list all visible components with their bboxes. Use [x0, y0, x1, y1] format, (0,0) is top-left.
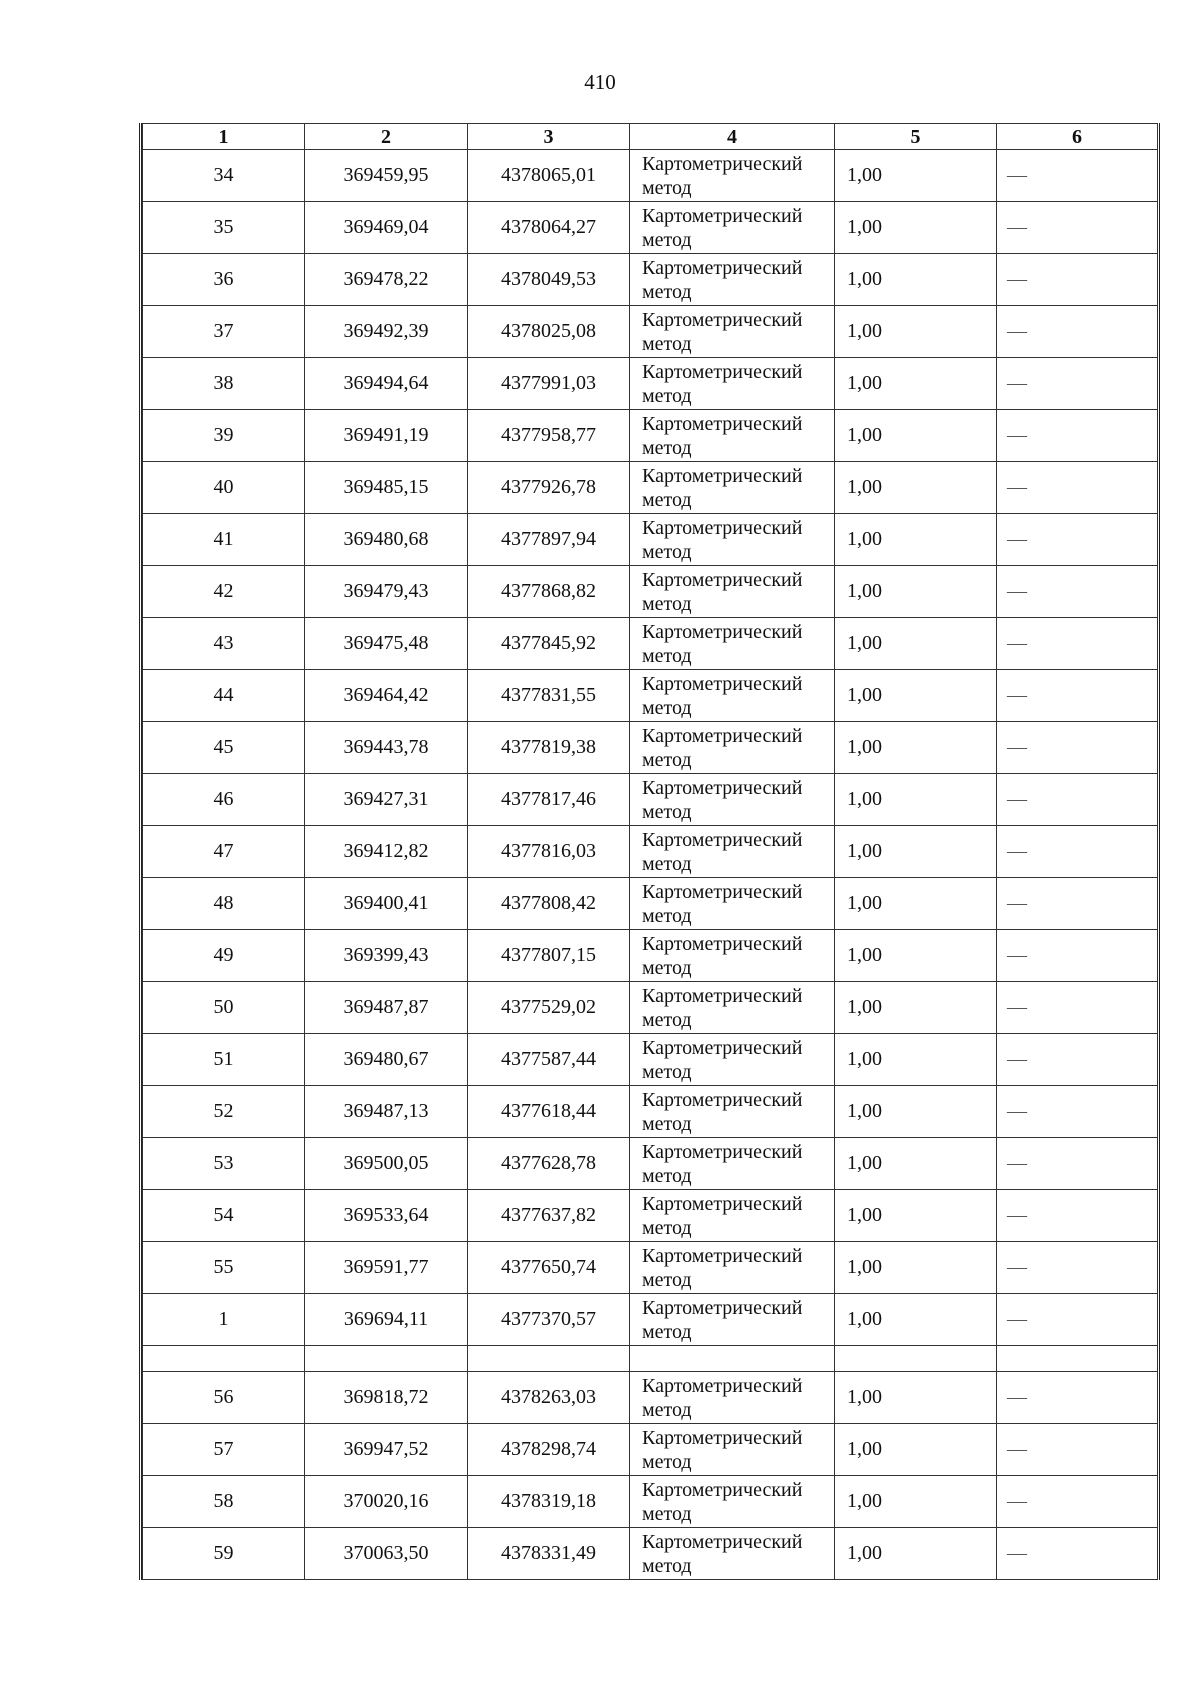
note-cell: —: [997, 1372, 1158, 1424]
y-coordinate-cell: 4377637,82: [468, 1190, 630, 1242]
x-coordinate-cell: 369487,13: [305, 1086, 468, 1138]
note-cell: —: [997, 202, 1158, 254]
x-coordinate-cell: 369947,52: [305, 1424, 468, 1476]
method-text: Картометрический метод: [642, 620, 803, 667]
method-cell: [630, 670, 835, 722]
x-coordinate-cell: 369475,48: [305, 618, 468, 670]
point-number-cell: 55: [143, 1242, 305, 1294]
note-cell: —: [997, 150, 1158, 202]
method-cell: [630, 930, 835, 982]
y-coordinate-cell: 4377991,03: [468, 358, 630, 410]
point-number-cell: 48: [143, 878, 305, 930]
x-coordinate-cell: 369694,11: [305, 1294, 468, 1346]
y-coordinate-cell: 4378298,74: [468, 1424, 630, 1476]
empty-cell: [835, 1346, 997, 1372]
x-coordinate-cell: 369485,15: [305, 462, 468, 514]
note-cell: —: [997, 670, 1158, 722]
method-text: Картометрический метод: [642, 776, 803, 823]
table-row: [143, 358, 1158, 410]
method-text: Картометрический метод: [642, 568, 803, 615]
point-number-cell: 54: [143, 1190, 305, 1242]
precision-cell: 1,00: [835, 1190, 997, 1242]
table-row: [143, 1372, 1158, 1424]
method-cell: [630, 1138, 835, 1190]
point-number-cell: 53: [143, 1138, 305, 1190]
point-number-cell: 43: [143, 618, 305, 670]
note-cell: —: [997, 1476, 1158, 1528]
point-number-cell: 59: [143, 1528, 305, 1580]
table-row: [143, 618, 1158, 670]
precision-cell: 1,00: [835, 774, 997, 826]
x-coordinate-cell: 369459,95: [305, 150, 468, 202]
method-text: Картометрический метод: [642, 932, 803, 979]
y-coordinate-cell: 4377587,44: [468, 1034, 630, 1086]
y-coordinate-cell: 4378263,03: [468, 1372, 630, 1424]
method-text: Картометрический метод: [642, 360, 803, 407]
point-number-cell: 52: [143, 1086, 305, 1138]
point-number-cell: 50: [143, 982, 305, 1034]
precision-cell: 1,00: [835, 878, 997, 930]
empty-cell: [143, 1346, 305, 1372]
table-body: [143, 150, 1158, 1580]
precision-cell: 1,00: [835, 306, 997, 358]
precision-cell: 1,00: [835, 514, 997, 566]
x-coordinate-cell: 369479,43: [305, 566, 468, 618]
precision-cell: 1,00: [835, 670, 997, 722]
x-coordinate-cell: 369500,05: [305, 1138, 468, 1190]
column-header-6: 6: [997, 124, 1158, 150]
method-text: Картометрический метод: [642, 204, 803, 251]
precision-cell: 1,00: [835, 1034, 997, 1086]
x-coordinate-cell: 369533,64: [305, 1190, 468, 1242]
x-coordinate-cell: 369480,68: [305, 514, 468, 566]
y-coordinate-cell: 4377618,44: [468, 1086, 630, 1138]
y-coordinate-cell: 4378064,27: [468, 202, 630, 254]
note-cell: —: [997, 930, 1158, 982]
y-coordinate-cell: 4377817,46: [468, 774, 630, 826]
point-number-cell: 37: [143, 306, 305, 358]
method-text: Картометрический метод: [642, 464, 803, 511]
method-cell: [630, 1476, 835, 1528]
point-number-cell: 47: [143, 826, 305, 878]
x-coordinate-cell: 369491,19: [305, 410, 468, 462]
x-coordinate-cell: 369480,67: [305, 1034, 468, 1086]
table-row: [143, 1294, 1158, 1346]
blank-separator-row: [143, 1346, 1158, 1372]
method-text: Картометрический метод: [642, 1530, 803, 1577]
note-cell: —: [997, 1528, 1158, 1580]
table-row: [143, 1190, 1158, 1242]
point-number-cell: 34: [143, 150, 305, 202]
method-cell: [630, 1528, 835, 1580]
table-row: [143, 566, 1158, 618]
method-text: Картометрический метод: [642, 880, 803, 927]
method-text: Картометрический метод: [642, 308, 803, 355]
precision-cell: 1,00: [835, 1242, 997, 1294]
table-row: [143, 1476, 1158, 1528]
method-cell: [630, 566, 835, 618]
point-number-cell: 1: [143, 1294, 305, 1346]
method-text: Картометрический метод: [642, 828, 803, 875]
x-coordinate-cell: 369400,41: [305, 878, 468, 930]
empty-cell: [630, 1346, 835, 1372]
method-text: Картометрический метод: [642, 984, 803, 1031]
method-cell: [630, 254, 835, 306]
x-coordinate-cell: 370020,16: [305, 1476, 468, 1528]
table-row: [143, 1034, 1158, 1086]
method-text: Картометрический метод: [642, 1374, 803, 1421]
precision-cell: 1,00: [835, 930, 997, 982]
method-cell: [630, 1372, 835, 1424]
method-cell: [630, 1190, 835, 1242]
precision-cell: 1,00: [835, 566, 997, 618]
method-cell: [630, 982, 835, 1034]
table-row: [143, 306, 1158, 358]
y-coordinate-cell: 4378049,53: [468, 254, 630, 306]
method-text: Картометрический метод: [642, 412, 803, 459]
method-cell: [630, 202, 835, 254]
column-header-2: 2: [305, 124, 468, 150]
method-text: Картометрический метод: [642, 152, 803, 199]
precision-cell: 1,00: [835, 1476, 997, 1528]
x-coordinate-cell: 369478,22: [305, 254, 468, 306]
precision-cell: 1,00: [835, 410, 997, 462]
empty-cell: [305, 1346, 468, 1372]
y-coordinate-cell: 4377808,42: [468, 878, 630, 930]
empty-cell: [468, 1346, 630, 1372]
x-coordinate-cell: 369443,78: [305, 722, 468, 774]
x-coordinate-cell: 369464,42: [305, 670, 468, 722]
point-number-cell: 51: [143, 1034, 305, 1086]
y-coordinate-cell: 4377816,03: [468, 826, 630, 878]
method-cell: [630, 410, 835, 462]
note-cell: —: [997, 1294, 1158, 1346]
note-cell: —: [997, 1138, 1158, 1190]
table-row: [143, 514, 1158, 566]
method-text: Картометрический метод: [642, 516, 803, 563]
table-row: [143, 254, 1158, 306]
method-cell: [630, 150, 835, 202]
table-row: [143, 878, 1158, 930]
method-text: Картометрический метод: [642, 1140, 803, 1187]
page-number: 410: [584, 70, 616, 94]
y-coordinate-cell: 4377370,57: [468, 1294, 630, 1346]
method-text: Картометрический метод: [642, 1036, 803, 1083]
table-row: [143, 826, 1158, 878]
precision-cell: 1,00: [835, 462, 997, 514]
precision-cell: 1,00: [835, 1528, 997, 1580]
table-row: [143, 150, 1158, 202]
method-cell: [630, 514, 835, 566]
method-text: Картометрический метод: [642, 672, 803, 719]
note-cell: —: [997, 254, 1158, 306]
precision-cell: 1,00: [835, 1372, 997, 1424]
method-text: Картометрический метод: [642, 724, 803, 771]
point-number-cell: 57: [143, 1424, 305, 1476]
precision-cell: 1,00: [835, 254, 997, 306]
note-cell: —: [997, 1086, 1158, 1138]
method-text: Картометрический метод: [642, 1192, 803, 1239]
table-row: [143, 930, 1158, 982]
point-number-cell: 46: [143, 774, 305, 826]
x-coordinate-cell: 369412,82: [305, 826, 468, 878]
precision-cell: 1,00: [835, 1138, 997, 1190]
precision-cell: 1,00: [835, 1086, 997, 1138]
method-cell: [630, 1424, 835, 1476]
note-cell: —: [997, 462, 1158, 514]
method-text: Картометрический метод: [642, 1296, 803, 1343]
note-cell: —: [997, 982, 1158, 1034]
empty-cell: [997, 1346, 1158, 1372]
y-coordinate-cell: 4377831,55: [468, 670, 630, 722]
point-number-cell: 36: [143, 254, 305, 306]
x-coordinate-cell: 369487,87: [305, 982, 468, 1034]
note-cell: —: [997, 566, 1158, 618]
method-cell: [630, 1294, 835, 1346]
note-cell: —: [997, 358, 1158, 410]
y-coordinate-cell: 4377897,94: [468, 514, 630, 566]
x-coordinate-cell: 369591,77: [305, 1242, 468, 1294]
method-cell: [630, 306, 835, 358]
x-coordinate-cell: 369818,72: [305, 1372, 468, 1424]
precision-cell: 1,00: [835, 982, 997, 1034]
method-text: Картометрический метод: [642, 256, 803, 303]
y-coordinate-cell: 4377628,78: [468, 1138, 630, 1190]
method-cell: [630, 1242, 835, 1294]
y-coordinate-cell: 4377868,82: [468, 566, 630, 618]
table-row: [143, 1242, 1158, 1294]
coordinates-table: [142, 123, 1158, 1580]
y-coordinate-cell: 4377529,02: [468, 982, 630, 1034]
header-row: [143, 124, 1158, 150]
table-row: [143, 774, 1158, 826]
column-header-5: 5: [835, 124, 997, 150]
table-row: [143, 1528, 1158, 1580]
point-number-cell: 41: [143, 514, 305, 566]
table-row: [143, 982, 1158, 1034]
y-coordinate-cell: 4377958,77: [468, 410, 630, 462]
method-cell: [630, 878, 835, 930]
coordinates-table-frame: [139, 123, 1160, 1580]
method-cell: [630, 618, 835, 670]
method-cell: [630, 462, 835, 514]
y-coordinate-cell: 4378065,01: [468, 150, 630, 202]
precision-cell: 1,00: [835, 826, 997, 878]
table-row: [143, 722, 1158, 774]
precision-cell: 1,00: [835, 202, 997, 254]
method-cell: [630, 1034, 835, 1086]
method-text: Картометрический метод: [642, 1478, 803, 1525]
table-row: [143, 1086, 1158, 1138]
precision-cell: 1,00: [835, 722, 997, 774]
method-cell: [630, 722, 835, 774]
note-cell: —: [997, 306, 1158, 358]
precision-cell: 1,00: [835, 618, 997, 670]
method-cell: [630, 774, 835, 826]
note-cell: —: [997, 826, 1158, 878]
note-cell: —: [997, 878, 1158, 930]
column-header-1: 1: [143, 124, 305, 150]
point-number-cell: 40: [143, 462, 305, 514]
note-cell: —: [997, 1424, 1158, 1476]
table-row: [143, 410, 1158, 462]
point-number-cell: 42: [143, 566, 305, 618]
table-row: [143, 462, 1158, 514]
point-number-cell: 58: [143, 1476, 305, 1528]
x-coordinate-cell: 369494,64: [305, 358, 468, 410]
y-coordinate-cell: 4377845,92: [468, 618, 630, 670]
column-header-4: 4: [630, 124, 835, 150]
precision-cell: 1,00: [835, 1294, 997, 1346]
point-number-cell: 39: [143, 410, 305, 462]
y-coordinate-cell: 4378025,08: [468, 306, 630, 358]
point-number-cell: 49: [143, 930, 305, 982]
y-coordinate-cell: 4377819,38: [468, 722, 630, 774]
y-coordinate-cell: 4377650,74: [468, 1242, 630, 1294]
x-coordinate-cell: 370063,50: [305, 1528, 468, 1580]
point-number-cell: 35: [143, 202, 305, 254]
x-coordinate-cell: 369492,39: [305, 306, 468, 358]
point-number-cell: 56: [143, 1372, 305, 1424]
note-cell: —: [997, 722, 1158, 774]
method-cell: [630, 1086, 835, 1138]
precision-cell: 1,00: [835, 150, 997, 202]
point-number-cell: 45: [143, 722, 305, 774]
method-cell: [630, 358, 835, 410]
x-coordinate-cell: 369469,04: [305, 202, 468, 254]
column-header-3: 3: [468, 124, 630, 150]
point-number-cell: 38: [143, 358, 305, 410]
precision-cell: 1,00: [835, 358, 997, 410]
table-row: [143, 202, 1158, 254]
note-cell: —: [997, 1034, 1158, 1086]
y-coordinate-cell: 4377926,78: [468, 462, 630, 514]
method-text: Картометрический метод: [642, 1088, 803, 1135]
table-row: [143, 1138, 1158, 1190]
y-coordinate-cell: 4378331,49: [468, 1528, 630, 1580]
note-cell: —: [997, 410, 1158, 462]
note-cell: —: [997, 774, 1158, 826]
method-text: Картометрический метод: [642, 1244, 803, 1291]
method-cell: [630, 826, 835, 878]
point-number-cell: 44: [143, 670, 305, 722]
table-row: [143, 670, 1158, 722]
x-coordinate-cell: 369427,31: [305, 774, 468, 826]
note-cell: —: [997, 618, 1158, 670]
table-row: [143, 1424, 1158, 1476]
note-cell: —: [997, 514, 1158, 566]
x-coordinate-cell: 369399,43: [305, 930, 468, 982]
y-coordinate-cell: 4377807,15: [468, 930, 630, 982]
precision-cell: 1,00: [835, 1424, 997, 1476]
method-text: Картометрический метод: [642, 1426, 803, 1473]
note-cell: —: [997, 1242, 1158, 1294]
y-coordinate-cell: 4378319,18: [468, 1476, 630, 1528]
note-cell: —: [997, 1190, 1158, 1242]
